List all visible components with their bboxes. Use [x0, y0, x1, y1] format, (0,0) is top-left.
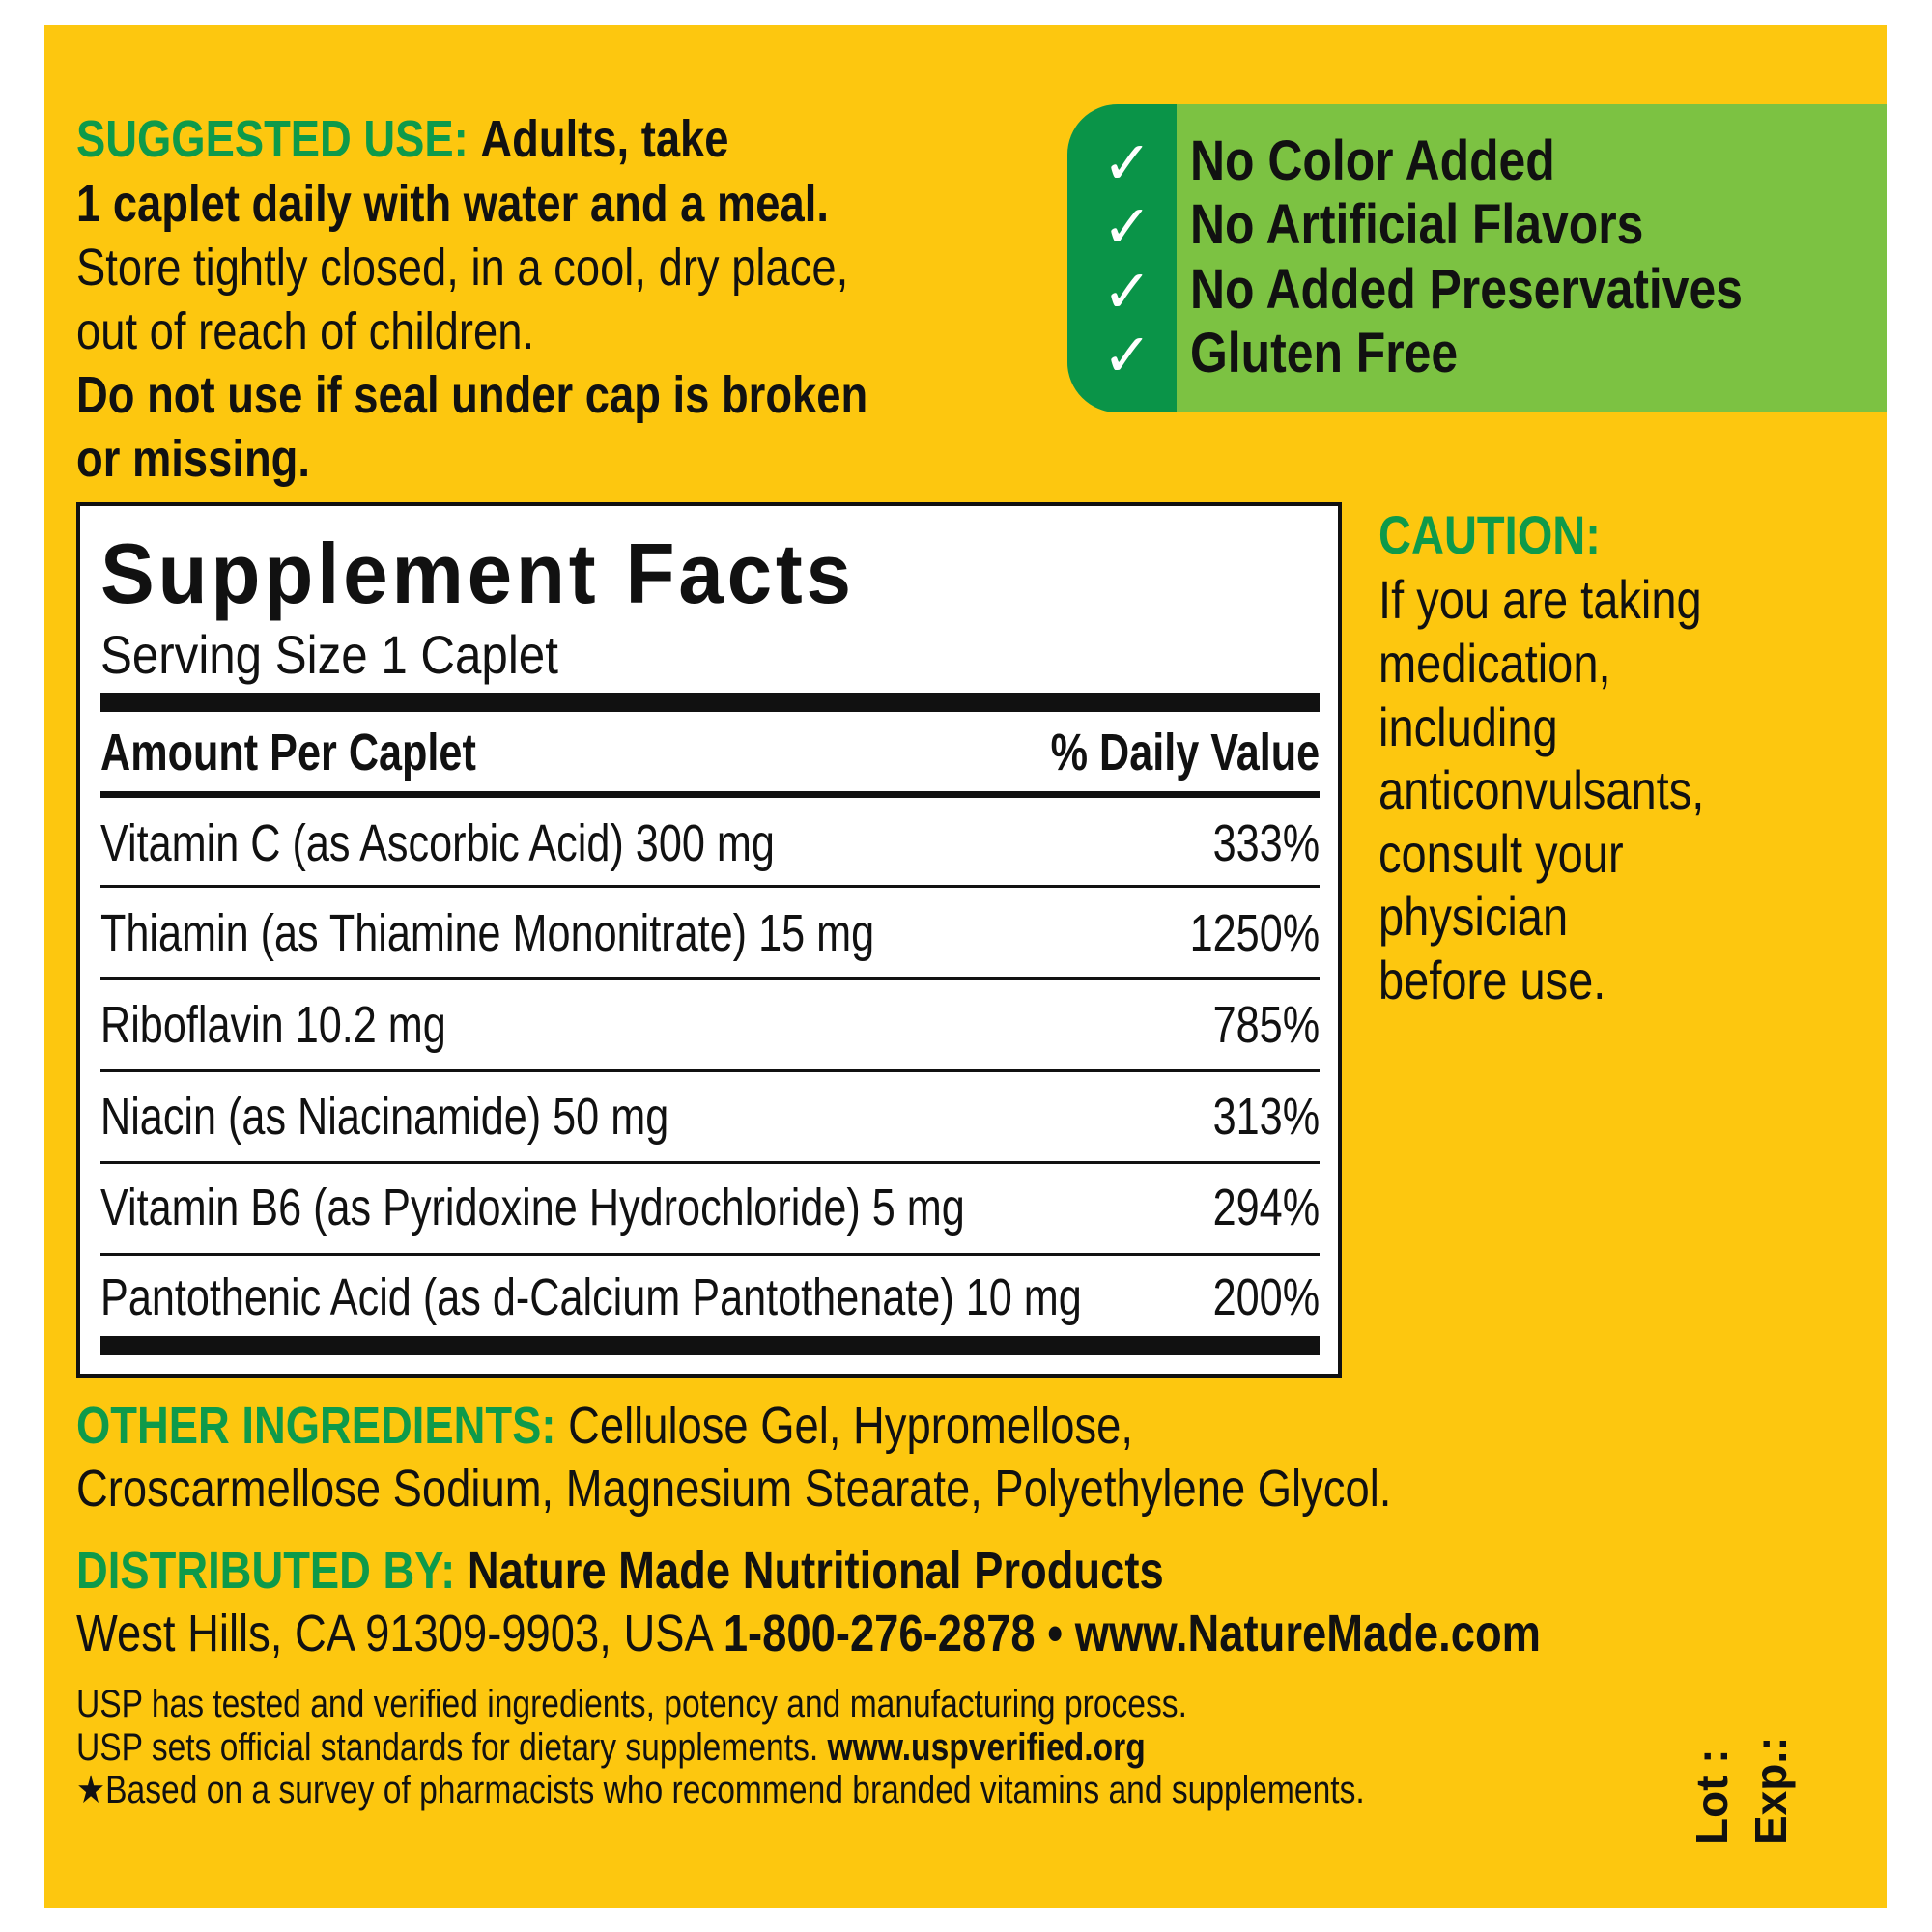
- nutrient-dv: 200%: [1212, 1268, 1320, 1326]
- nutrient-row: [100, 1179, 1320, 1236]
- seal-warning-line1: Do not use if seal under cap is broken: [76, 366, 868, 424]
- nutrient-row: [100, 996, 1320, 1054]
- distributed-line2: [76, 1607, 1541, 1660]
- header-divider: [100, 791, 1320, 798]
- lot-label: Lot :: [1687, 1748, 1737, 1845]
- distributed-line1: [76, 1542, 1164, 1600]
- nutrient-row: [100, 1088, 1320, 1146]
- nutrient-dv: 313%: [1212, 1088, 1320, 1146]
- caution-line: medication,: [1378, 633, 1611, 694]
- nutrient-dv: 1250%: [1189, 904, 1320, 962]
- nutrient-dv: 333%: [1212, 814, 1320, 872]
- nutrient-row: [100, 904, 1320, 962]
- usp-line3: ★Based on a survey of pharmacists who recommend branded vitamins and supplements.: [76, 1769, 1365, 1811]
- caution-line: consult your: [1378, 823, 1624, 884]
- other-ingredients-line2: Croscarmellose Sodium, Magnesium Stearate, Polyethylene Glycol.: [76, 1460, 1392, 1518]
- storage-line2: out of reach of children.: [76, 302, 535, 360]
- suggested-use-text: Adults, take: [480, 110, 729, 168]
- row-divider: [100, 885, 1320, 888]
- other-ingredients-line1: [76, 1397, 1133, 1455]
- website: www.NatureMade.com: [1074, 1605, 1542, 1662]
- phone: 1-800-276-2878: [723, 1605, 1036, 1662]
- nutrient-name: Vitamin C (as Ascorbic Acid) 300 mg: [100, 814, 775, 872]
- caution-line: If you are taking: [1378, 569, 1702, 630]
- storage-line1: Store tightly closed, in a cool, dry place,: [76, 239, 849, 297]
- nutrient-dv: 294%: [1212, 1179, 1320, 1236]
- row-divider: [100, 1253, 1320, 1256]
- suggested-use-line2: 1 caplet daily with water and a meal.: [76, 175, 829, 233]
- other-ingredients-heading: OTHER INGREDIENTS:: [76, 1397, 556, 1455]
- caution-heading: CAUTION:: [1378, 504, 1601, 565]
- company-name: Nature Made Nutritional Products: [467, 1542, 1164, 1600]
- feature-item: Gluten Free: [1190, 322, 1459, 384]
- nutrient-name: Niacin (as Niacinamide) 50 mg: [100, 1088, 669, 1146]
- caution-line: physician: [1378, 886, 1569, 947]
- row-divider: [100, 1161, 1320, 1164]
- usp-line2: [76, 1728, 1146, 1767]
- thick-divider: [100, 693, 1320, 712]
- facts-title: Supplement Facts: [100, 526, 855, 621]
- row-divider: [100, 1069, 1320, 1072]
- other-ingredients-text: Cellulose Gel, Hypromellose,: [568, 1397, 1133, 1455]
- usp-line1: USP has tested and verified ingredients, potency and manufacturing process.: [76, 1683, 1187, 1725]
- check-icon: ✓: [1102, 256, 1152, 327]
- nutrient-name: Thiamin (as Thiamine Mononitrate) 15 mg: [100, 904, 875, 962]
- suggested-use-heading: SUGGESTED USE:: [76, 110, 469, 168]
- amount-header: Amount Per Caplet: [100, 724, 476, 781]
- features-badge: [1067, 104, 1887, 412]
- serving-size: Serving Size 1 Caplet: [100, 624, 558, 685]
- bullet-separator: •: [1035, 1605, 1075, 1662]
- nutrient-name: Pantothenic Acid (as d-Calcium Pantothenate) 10 mg: [100, 1268, 1082, 1326]
- caution-line: anticonvulsants,: [1378, 759, 1705, 820]
- address: West Hills, CA 91309-9903, USA: [76, 1605, 712, 1662]
- seal-warning-line2: or missing.: [76, 430, 310, 488]
- nutrient-dv: 785%: [1212, 996, 1320, 1054]
- nutrient-name: Vitamin B6 (as Pyridoxine Hydrochloride) 5 mg: [100, 1179, 965, 1236]
- check-icon: ✓: [1102, 191, 1152, 262]
- feature-item: No Artificial Flavors: [1190, 193, 1644, 256]
- usp-text: USP sets official standards for dietary supplements.: [76, 1726, 819, 1769]
- usp-website: www.uspverified.org: [827, 1726, 1146, 1769]
- supplement-facts-panel: [76, 502, 1342, 1378]
- thick-divider: [100, 1336, 1320, 1355]
- caution-line: before use.: [1378, 950, 1606, 1010]
- nutrient-name: Riboflavin 10.2 mg: [100, 996, 446, 1054]
- nutrient-row: [100, 814, 1320, 872]
- distributed-heading: DISTRIBUTED BY:: [76, 1542, 456, 1600]
- daily-value-header: % Daily Value: [1050, 724, 1320, 781]
- facts-header: [100, 724, 1320, 781]
- check-icon: ✓: [1102, 320, 1152, 390]
- feature-item: No Added Preservatives: [1190, 258, 1744, 321]
- nutrient-row: [100, 1268, 1320, 1326]
- exp-label: Exp.:: [1746, 1736, 1796, 1845]
- row-divider: [100, 977, 1320, 980]
- suggested-use-line1: [76, 110, 729, 168]
- caution-line: including: [1378, 696, 1558, 757]
- feature-item: No Color Added: [1190, 129, 1555, 192]
- check-icon: ✓: [1102, 128, 1152, 198]
